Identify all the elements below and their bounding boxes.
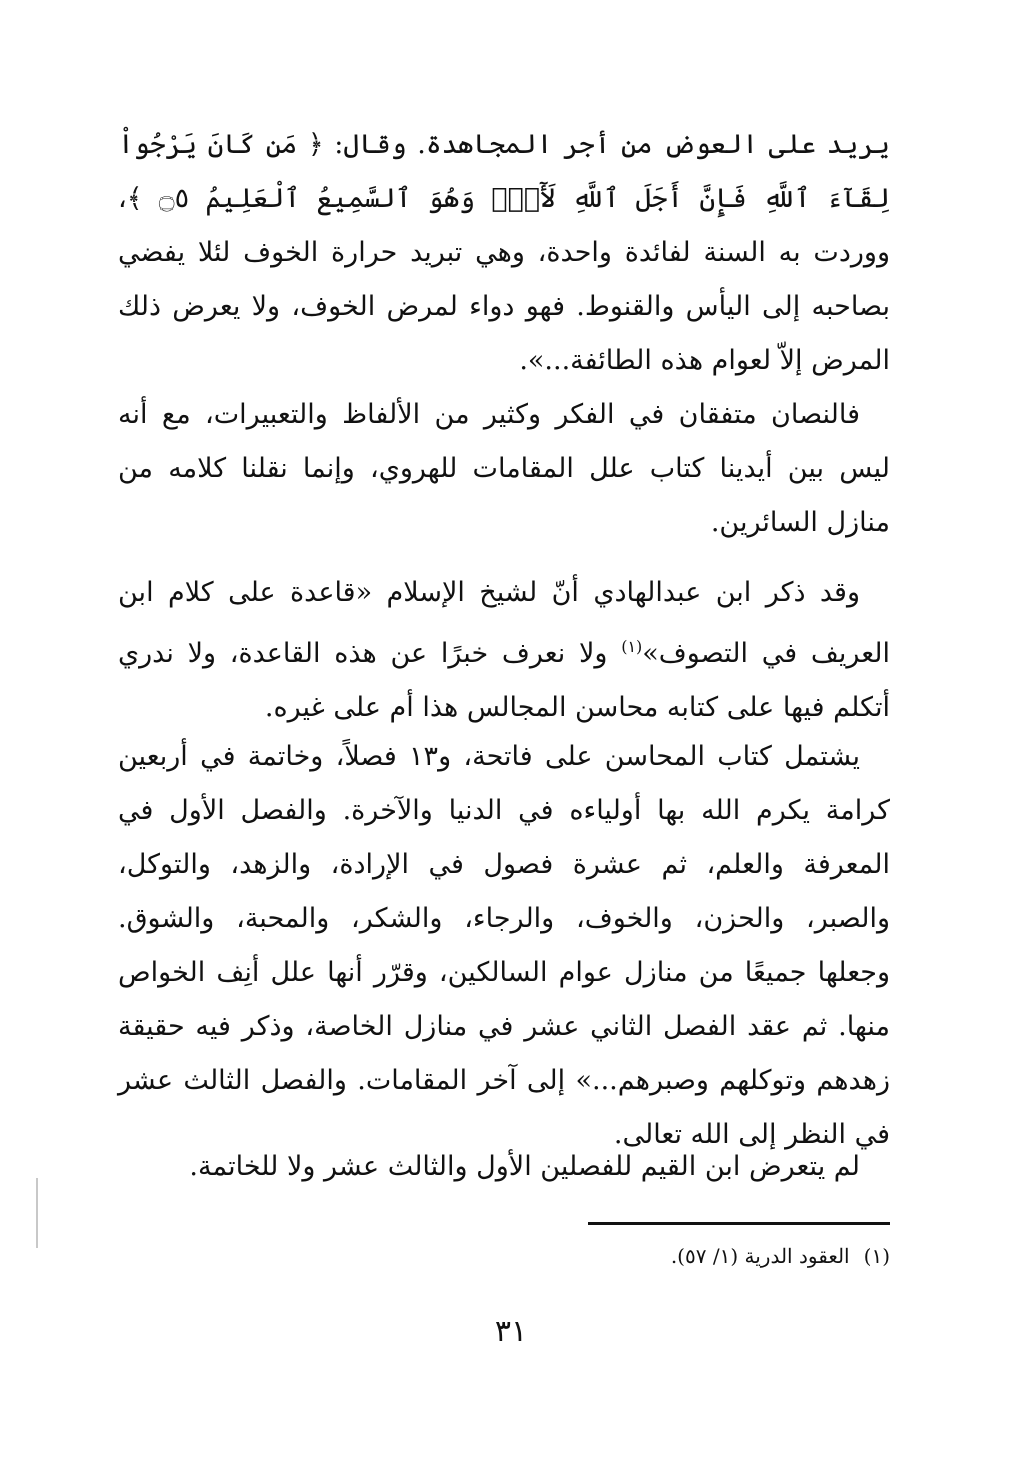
paragraph-1-text: يريد على العوض من أجر المجاهدة. وقال: ﴿ مَن كَانَ يَرْجُواْ لِقَآءَ ٱللَّهِ فَإِنَّ أَجَلَ ٱللَّهِ لَأٓتٍۚ وَهُوَ ٱلسَّمِيعُ ٱلْعَلِيمُ ۝٥ ﴾، ووردت به السنة لفائدة واحدة، وهي تبريد حرارة الخوف لئلا يفضي بصاحبه إلى اليأس والقنوط. فهو دواء لمرض الخوف، ولا يعرض ذلك المرض إلاّ لعوام هذه الطائفة...». <box>118 129 890 376</box>
paragraph-3-text-part-2: ولا نعرف خبرًا عن هذه القاعدة، ولا ندري أتكلم فيها على كتابه محاسن المجالس هذا أم على غيره. <box>118 638 890 723</box>
footnote-divider <box>588 1222 890 1225</box>
footnote-text: العقود الدرية (١/ ٥٧). <box>670 1244 850 1268</box>
paragraph-4-text: يشتمل كتاب المحاسن على فاتحة، و١٣ فصلاً، وخاتمة في أربعين كرامة يكرم الله بها أولياءه في الدنيا والآخرة. والفصل الأول في المعرفة والعلم، ثم عشرة فصول في الإرادة، والزهد، والتوكل، والصبر، والحزن، والخوف، والرجاء، والشكر، والمحبة، والشوق. وجعلها جميعًا من منازل عوام السالكين، وقرّر أنها علل أنِف الخواص منها. ثم عقد الفصل الثاني عشر في منازل الخاصة، وذكر فيه حقيقة زهدهم وتوكلهم وصبرهم...» إلى آخر المقامات. والفصل الثالث عشر في النظر إلى الله تعالى. <box>118 741 890 1150</box>
paragraph-2 <box>118 388 890 550</box>
paragraph-3 <box>118 566 890 735</box>
paragraph-4 <box>118 730 890 1162</box>
footnote <box>500 1240 890 1272</box>
paragraph-3-text-part-1: وقد ذكر ابن عبدالهادي أنّ لشيخ الإسلام «قاعدة على كلام ابن العريف في التصوف» <box>118 577 891 669</box>
paragraph-1 <box>118 118 890 388</box>
paragraph-2-text: فالنصان متفقان في الفكر وكثير من الألفاظ والتعبيرات، مع أنه ليس بين أيدينا كتاب علل المقامات للهروي، وإنما نقلنا كلامه من منازل السائرين. <box>118 399 890 538</box>
footnote-reference[interactable]: (١) <box>621 637 643 656</box>
footnote-number: (١) <box>863 1244 890 1268</box>
page-number: ٣١ <box>494 1314 528 1349</box>
margin-mark <box>36 1178 38 1248</box>
paragraph-5 <box>118 1140 890 1194</box>
paragraph-5-text: لم يتعرض ابن القيم للفصلين الأول والثالث عشر ولا للخاتمة. <box>189 1151 860 1182</box>
